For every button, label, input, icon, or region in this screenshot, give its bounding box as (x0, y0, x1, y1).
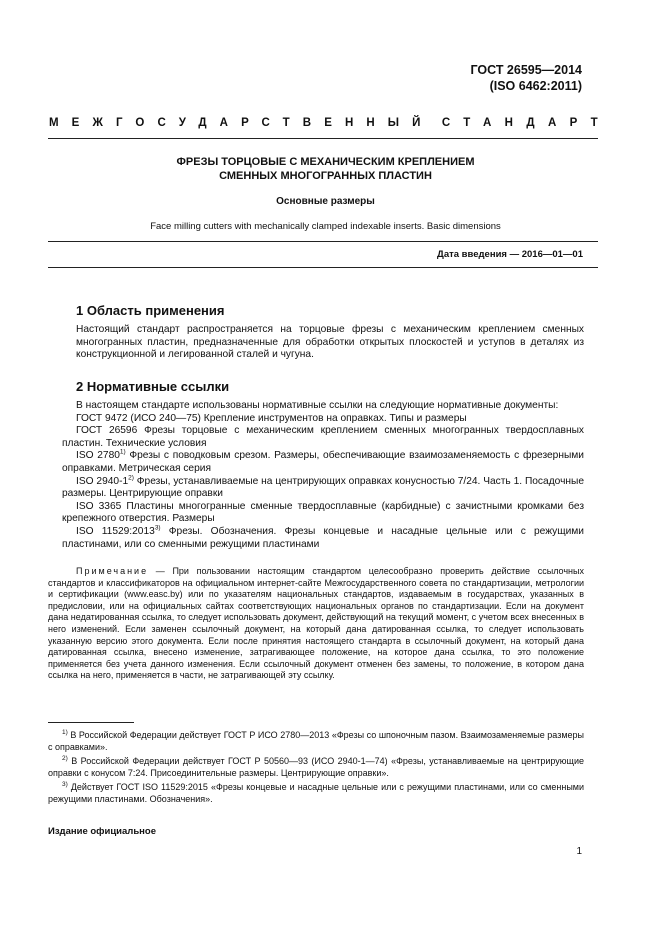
footnote-mark: 2) (62, 755, 68, 762)
note-text: — При пользовании настоящим стандартом целесообразно проверить действие ссылочных стандартов и классификаторов на официальном интернет-сайте Межгосударственного совета по стандартизации, метрологии и сертификации (www.easc.by) или по указателям национальных стандартов, издаваемым в государствах, указанных в предисловии, или на официальных сайтах соответствующих национальных органов по стандартизации. Если на документ дана недатированная ссылка, то следует использовать документ, действующий на текущий момент, с учетом всех внесенных в него изменений. Если заменен ссылочный документ, на который дана датированная ссылка, то следует использовать указанную версию этого документа. Если после принятия настоящего стандарта в ссылочный документ, на который дана датированная ссылка, внесено изменение, затрагивающее положение, на которое дана ссылка, то это положение применяется без учета данного изменения. Если ссылочный документ отменен без замены, то положение, в котором дана ссылка на него, применяется в части, не затрагивающей эту ссылку. (48, 566, 584, 681)
footnote-mark: 3) (62, 781, 68, 788)
standard-type-word1: МЕЖГОСУДАРСТВЕННЫЙ (49, 117, 434, 129)
top-divider (48, 138, 598, 139)
title-line-2: СМЕННЫХ МНОГОГРАННЫХ ПЛАСТИН (219, 170, 432, 182)
introduction-date: Дата введения — 2016—01—01 (437, 249, 583, 260)
section-1-paragraph: Настоящий стандарт распространяется на торцовые фрезы с механическим креплением сменных многогранных пластин, предназначенные для обработки открытых плоскостей и уступов в деталях из конструкционной и легированной сталей и чугуна. (76, 324, 584, 361)
note-label: Примечание (76, 566, 149, 576)
footnote-mark: 3) (154, 524, 161, 532)
section-2-references (62, 400, 584, 551)
reference-item (62, 450, 584, 475)
reference-item (62, 501, 584, 526)
official-edition-label: Издание официальное (48, 826, 156, 837)
page-number: 1 (576, 846, 582, 857)
standard-type-word2: СТАНДАРТ (441, 117, 611, 129)
section-1-heading: 1 Область применения (76, 303, 225, 318)
reference-code: ISO 11529:2013 (76, 525, 155, 537)
footnote-text: Действует ГОСТ ISO 11529:2015 «Фрезы концевые и насадные цельные или с режущими пластинами, или со сменными режущими пластинами. Обозначения». (48, 782, 584, 804)
section-1-text (76, 324, 584, 362)
title-line-1: ФРЕЗЫ ТОРЦОВЫЕ С МЕХАНИЧЕСКИМ КРЕПЛЕНИЕМ (176, 156, 475, 168)
standard-type-heading (49, 116, 611, 130)
reference-text: ГОСТ 9472 (ИСО 240—75) Крепление инструментов на оправках. Типы и размеры (76, 412, 467, 424)
footnote-text: В Российской Федерации действует ГОСТ Р 50560—93 (ИСО 2940-1—74) «Фрезы, устанавливаемые на центрирующие оправки с конусом 7:24. Присоединительные размеры. Центрирующие оправки». (48, 756, 584, 778)
footnote-mark: 2) (128, 474, 134, 482)
footnote-separator (48, 722, 134, 723)
references-note (48, 566, 584, 682)
footnote-text: В Российской Федерации действует ГОСТ Р ИСО 2780—2013 «Фрезы со шпоночным пазом. Взаимозаменяемые размеры с оправками». (48, 730, 584, 752)
reference-item (62, 476, 584, 501)
footnote-3 (48, 782, 584, 805)
footnote-2 (48, 756, 584, 779)
title-english: Face milling cutters with mechanically clamped indexable inserts. Basic dimensions (150, 221, 501, 232)
iso-number: (ISO 6462:2011) (489, 79, 582, 93)
title-subtitle: Основные размеры (276, 196, 375, 207)
reference-text: Фрезы, устанавливаемые на центрирующих оправках конусностью 7/24. Часть 1. Посадочные размеры. Центрирующие оправки (62, 475, 585, 500)
title-russian (60, 155, 591, 183)
reference-item (62, 526, 584, 551)
reference-text: ГОСТ 26596 Фрезы торцовые с механическим креплением сменных многогранных твердосплавных пластин. Технические условия (62, 425, 584, 449)
title-divider (48, 241, 598, 242)
reference-item (62, 425, 584, 450)
reference-text: ISO 3365 Пластины многогранные сменные твердосплавные (карбидные) с зачистными кромками без крепежного отверстия. Размеры (62, 500, 584, 525)
reference-text: Фрезы с поводковым срезом. Размеры, обеспечивающие взаимозаменяемость с фрезерными оправками. Метрическая серия (62, 450, 584, 474)
date-divider (48, 267, 598, 268)
gost-designation (470, 62, 582, 94)
footnote-mark: 1) (119, 448, 126, 456)
reference-text: Фрезы. Обозначения. Фрезы концевые и насадные цельные или с режущими пластинами, или со сменными режущими пластинами (62, 525, 584, 550)
reference-item (62, 413, 584, 426)
section-2-heading: 2 Нормативные ссылки (76, 379, 230, 394)
reference-code: ISO 2940-1 (76, 475, 129, 487)
section-2-intro: В настоящем стандарте использованы нормативные ссылки на следующие нормативные документы: (76, 400, 559, 411)
gost-number: ГОСТ 26595—2014 (470, 63, 582, 77)
footnote-mark: 1) (62, 729, 68, 736)
footnote-1 (48, 730, 584, 753)
reference-code: ISO 2780 (76, 450, 120, 462)
